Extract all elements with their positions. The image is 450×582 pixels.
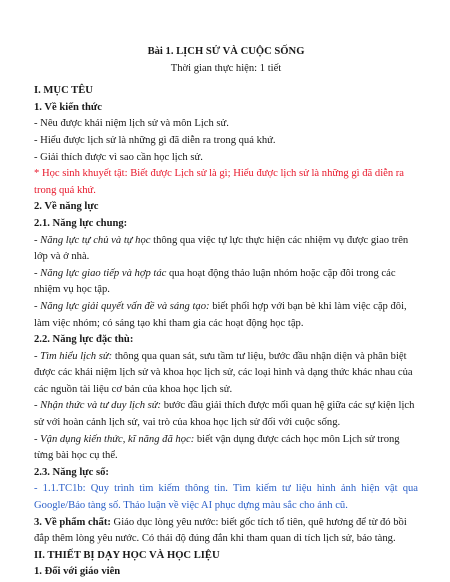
- specific-skills-heading: 2.2. Năng lực đặc thù:: [34, 334, 134, 346]
- teacher-heading: 1. Đối với giáo viên: [34, 566, 121, 578]
- specific-skill-2-text: bước đầu giải thích được mối quan hệ giữa các sự kiện lịch sử với hoàn cảnh lịch sử, vai trò của khoa học lịch sử đối với cuộc sống.: [34, 400, 415, 429]
- knowledge-item-3: - Giải thích được vì sao cần học lịch sử.: [34, 151, 203, 163]
- specific-skill-3-label: - Vận dụng kiến thức, kĩ năng đã học:: [34, 433, 195, 445]
- general-skill-2-text: qua hoạt động thảo luận nhóm hoặc cặp đôi trong các nhiệm vụ học tập.: [34, 267, 396, 296]
- lesson-duration: Thời gian thực hiện: 1 tiết: [170, 62, 282, 74]
- knowledge-heading: 1. Về kiến thức: [34, 101, 102, 113]
- general-skills-heading: 2.1. Năng lực chung:: [34, 217, 128, 229]
- general-skill-1-label: - Năng lực tự chủ và tự học: [34, 234, 151, 246]
- specific-skill-1: [34, 349, 418, 399]
- specific-skill-2-label: - Nhận thức và tư duy lịch sử:: [34, 400, 162, 412]
- digital-skills-heading: 2.3. Năng lực số:: [34, 466, 109, 478]
- qualities-heading: 3. Về phẩm chất:: [34, 516, 111, 528]
- general-skill-3: [34, 299, 418, 332]
- knowledge-item-1: - Nêu được khái niệm lịch sử và môn Lịch sử.: [34, 118, 229, 130]
- specific-skill-1-text: thông qua quan sát, sưu tầm tư liệu, bước đầu nhận diện và phân biệt được các khái niệm lịch sử và khoa học lịch sử, các loại hình và dạng thức khác nhau của các nguồn tài liệu cơ bản của khoa học lịch sử.: [34, 350, 413, 395]
- general-skill-2: [34, 266, 418, 299]
- section-objectives-heading: I. MỤC TÊU: [34, 85, 93, 97]
- qualities-text: Giáo dục lòng yêu nước: biết gốc tích tổ tiên, quê hương để từ đó bồi đắp thêm lòng yêu nước. Có thái độ đúng đắn khi tham quan di tích lịch sử, bảo tàng.: [34, 516, 407, 545]
- specific-skill-3-text: biết vận dụng được cách học môn Lịch sử trong từng bài học cụ thể.: [34, 433, 400, 462]
- general-skill-1-text: thông qua việc tự lực thực hiện các nhiệm vụ được giao trên lớp và ở nhà.: [34, 234, 409, 263]
- general-skill-2-label: - Năng lực giao tiếp và hợp tác: [34, 267, 167, 279]
- lesson-title: Bài 1. LỊCH SỬ VÀ CUỘC SỐNG: [147, 46, 305, 57]
- skills-heading: 2. Về năng lực: [34, 201, 99, 213]
- specific-skill-1-label: - Tìm hiểu lịch sử:: [34, 350, 113, 362]
- section-equipment-heading: II. THIẾT BỊ DẠY HỌC VÀ HỌC LIỆU: [34, 549, 220, 561]
- digital-skill-item: - 1.1.TC1b: Quy trình tìm kiếm thông tin. Tìm kiếm tư liệu hình ảnh hiện vật qua Google/Bảo tàng số. Thảo luận về việc AI phục dựng màu sắc cho ảnh cũ.: [34, 483, 418, 512]
- general-skill-3-label: - Năng lực giải quyết vấn đề và sáng tạo:: [34, 300, 210, 312]
- specific-skill-2: [34, 398, 418, 431]
- specific-skill-3: [34, 432, 418, 465]
- knowledge-item-2: - Hiểu được lịch sử là những gì đã diễn ra trong quá khứ.: [34, 134, 276, 146]
- general-skill-1: [34, 233, 418, 266]
- general-skill-3-text: biết phối hợp với bạn bè khi làm việc cặp đôi, làm việc nhóm; có sáng tạo khi tham gia các hoạt động học tập.: [34, 300, 407, 329]
- disability-note: * Học sinh khuyết tật: Biết được Lịch sử là gì; Hiểu được lịch sử là những gì đã diễn ra trong quá khứ.: [34, 168, 405, 196]
- qualities-paragraph: [34, 515, 418, 548]
